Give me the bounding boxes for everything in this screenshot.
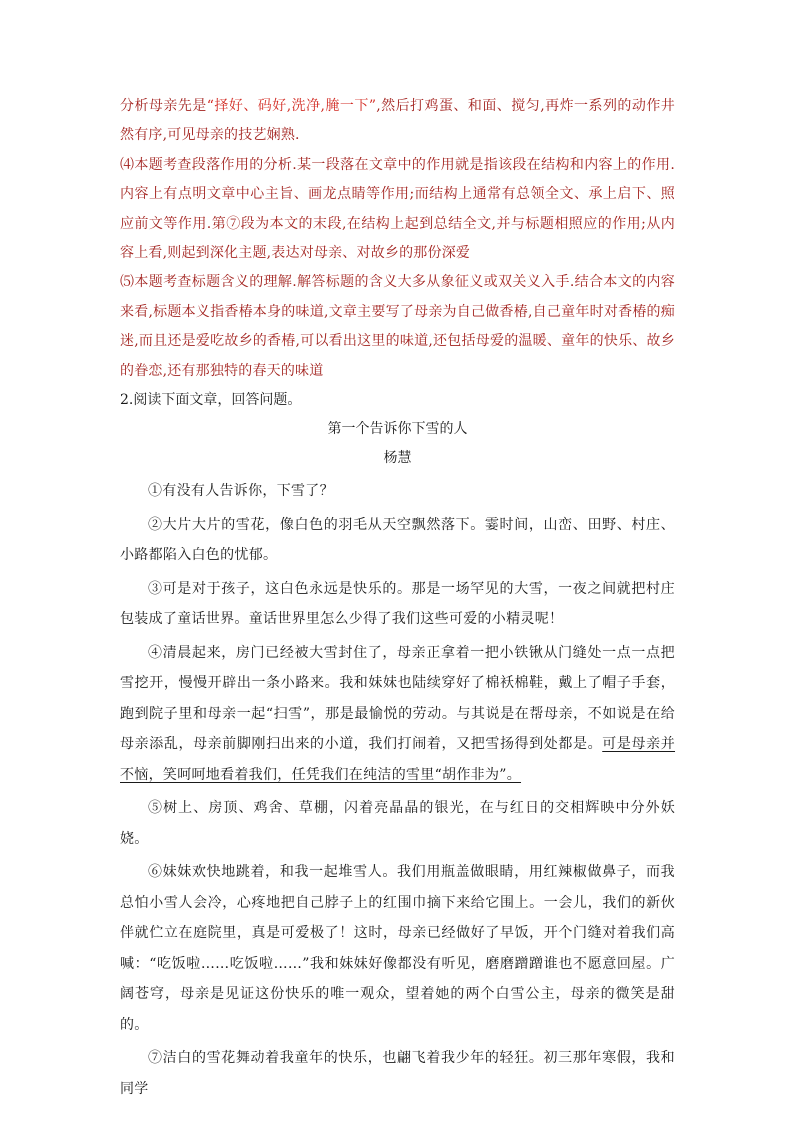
answer-paragraph-5: ⑸本题考查标题含义的理解.解答标题的含义大多从象征义或双关义入手.结合本文的内容来看,标题本义指香椿本身的味道,文章主要写了母亲为自己做香椿,自己童年时对香椿的痴迷,而且还是爱吃故乡的香椿,可以看出这里的味道,还包括母爱的温暖、童年的快乐、故乡的眷恋,还有那独特的春天的味道	[120, 274, 675, 379]
answer-paragraph-3	[120, 92, 675, 151]
answer-3-quote: “择好、码好,洗净,腌一下”	[206, 98, 377, 114]
article-paragraph-4-main: ④清晨起来，房门已经被大雪封住了，母亲正拿着一把小铁锹从门缝处一点一点把雪挖开，慢慢开辟出一条小路来。我和妹妹也陆续穿好了棉袄棉鞋，戴上了帽子手套，跑到院子里和母亲一起“扫雪”，那是最愉悦的劳动。与其说是在帮母亲，不如说是在给母亲添乱，母亲前脚刚扫出来的小道，我们打闹着，又把雪扬得到处都是。	[120, 644, 675, 753]
article-paragraph-4-underlined: 可是母亲并不恼，笑呵呵地看着我们，任凭我们在纯洁的雪里“胡作非为”。	[120, 736, 676, 783]
document-page	[120, 92, 675, 1104]
article-title: 第一个告诉你下雪的人	[327, 421, 468, 438]
article-paragraph-6: ⑥妹妹欢快地跳着，和我一起堆雪人。我们用瓶盖做眼睛，用红辣椒做鼻子，而我总怕小雪人会冷，心疼地把自己脖子上的红围巾摘下来给它围上。一会儿，我们的新伙伴就伫立在庭院里，真是可爱极了！这时，母亲已经做好了早饭，开个门缝对着我们高喊：“吃饭啦……吃饭啦……”我和妹妹好像都没有听见，磨磨蹭蹭谁也不愿意回屋。广阔苍穹，母亲是见证这份快乐的唯一观众，望着她的两个白雪公主，母亲的微笑是甜的。	[120, 864, 675, 1033]
article-paragraph-5: ⑤树上、房顶、鸡舍、草棚，闪着亮晶晶的银光，在与红日的交相辉映中分外妖娆。	[120, 800, 675, 847]
article-author: 杨慧	[383, 450, 412, 467]
answer-3-pre: 分析母亲先是	[120, 98, 207, 114]
question-heading: 2.阅读下面文章，回答问题。	[120, 392, 302, 409]
answer-3-post: ,然后打鸡蛋、和面、搅匀,再炸一系列的动作井然有序,可见母亲的技艺娴熟.	[120, 98, 675, 144]
article-paragraph-7: ⑦洁白的雪花舞动着我童年的快乐，也翩飞着我少年的轻狂。初三那年寒假，我和同学	[120, 1050, 675, 1097]
article-paragraph-1: ①有没有人告诉你，下雪了？	[148, 483, 334, 500]
article-paragraph-3: ③可是对于孩子，这白色永远是快乐的。那是一场罕见的大雪，一夜之间就把村庄包装成了童话世界。童话世界里怎么少得了我们这些可爱的小精灵呢！	[120, 580, 675, 628]
answer-paragraph-4: ⑷本题考查段落作用的分析.某一段落在文章中的作用就是指该段在结构和内容上的作用.内容上有点明文章中心主旨、画龙点睛等作用;而结构上通常有总领全文、承上启下、照应前文等作用.第⑦段为本文的末段,在结构上起到总结全文,并与标题相照应的作用;从内容上看,则起到深化主题,表达对母亲、对故乡的那份深爱	[120, 156, 675, 262]
article-paragraph-2: ②大片大片的雪花，像白色的羽毛从天空飘然落下。霎时间，山峦、田野、村庄、小路都陷入白色的忧郁。	[120, 516, 675, 564]
article-paragraph-4	[120, 638, 675, 791]
